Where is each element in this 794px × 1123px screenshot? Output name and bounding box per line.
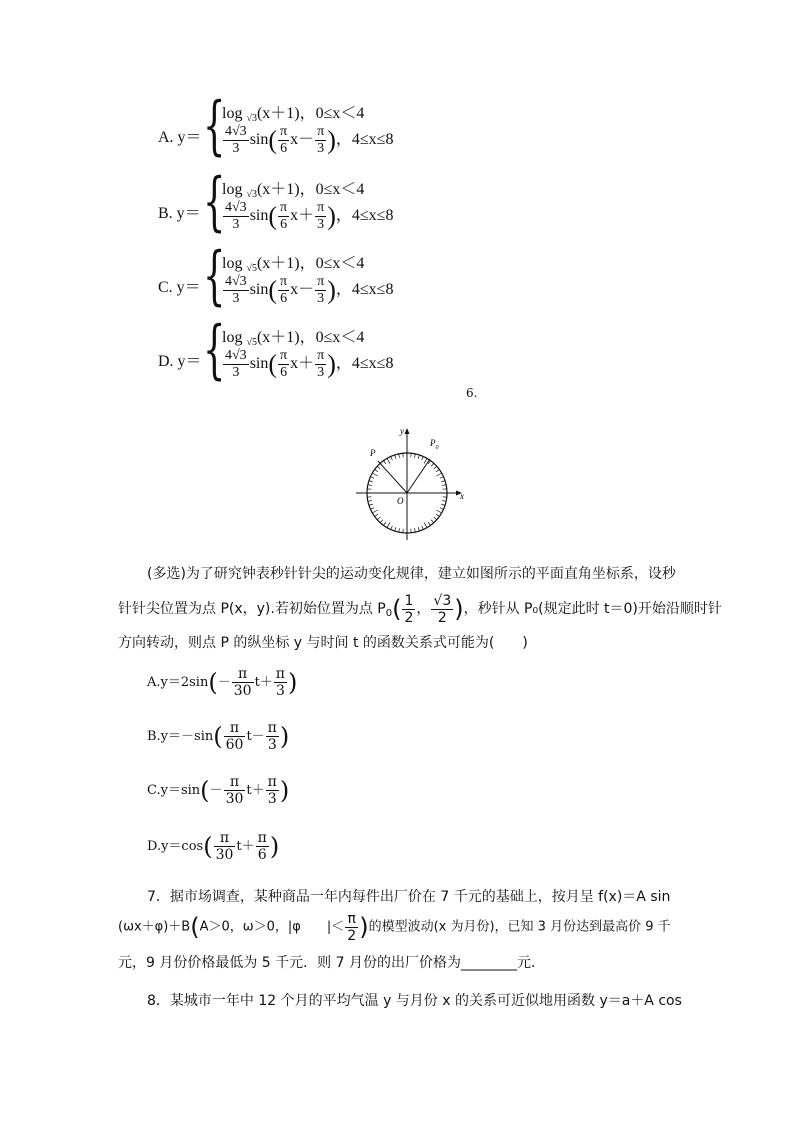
clock-tick xyxy=(414,528,415,532)
clock-tick xyxy=(440,477,444,479)
clock-tick xyxy=(372,473,377,476)
log-piece: log $_{√5}$(x＋1)，0≤x＜4 xyxy=(222,329,365,348)
clock-tick xyxy=(370,477,374,479)
log-piece: log $_{√3}$(x＋1)，0≤x＜4 xyxy=(222,105,365,124)
clock-tick xyxy=(436,510,441,513)
brace-icon: { xyxy=(203,165,226,239)
clock-tick xyxy=(440,508,444,510)
log-piece: log $_{√3}$(x＋1)，0≤x＜4 xyxy=(222,181,365,200)
q8-line1: 8．某城市一年中 12 个月的平均气温 y 与月份 x 的关系可近似地用函数 y＝a＋A cos xyxy=(147,993,682,1009)
label-y: y xyxy=(400,426,404,436)
clock-tick xyxy=(372,510,377,513)
clock-tick xyxy=(369,504,373,505)
q6-option: B.y＝－sin( $\frac{\pi}{60}$ t－ $\frac{\pi}{3}$ ) xyxy=(147,720,290,753)
q6-option: C.y＝sin(－ $\frac{\pi}{30}$ t＋ $\frac{\pi}{3}$ ) xyxy=(147,774,290,807)
clock-tick xyxy=(387,522,390,527)
q7-line1: 7．据市场调查，某种商品一年内每件出厂价在 7 千元的基础上，按月呈 f(x)＝A sin xyxy=(147,889,671,905)
label-p0: $P_0$ xyxy=(430,438,439,451)
clock-tick xyxy=(422,456,424,460)
clock-tick xyxy=(424,522,427,527)
log-piece: log $_{√5}$(x＋1)，0≤x＜4 xyxy=(222,255,365,274)
clock-tick xyxy=(418,455,419,459)
clock-tick xyxy=(391,526,393,530)
q6-line3: 方向转动，则点 P 的纵坐标 y 与时间 t 的函数关系式可能为( ) xyxy=(118,635,528,651)
clock-tick xyxy=(431,520,434,523)
q5-option xyxy=(0,165,794,256)
clock-tick xyxy=(399,528,400,532)
hand-p xyxy=(378,461,407,493)
clock-tick xyxy=(436,473,441,476)
sin-piece: $\frac{4√3}{3}$ sin( $\frac{\pi}{6}$ x－ $\frac{\pi}{3}$ )，4≤x≤8 xyxy=(225,124,394,156)
clock-tick xyxy=(431,463,434,466)
q7-line2: (ωx＋φ)＋B(A＞0，ω＞0，|φ |＜ $\frac{\pi}{2}$ )的模型波动(x 为月份)，已知 3 月份达到最高价 9 千 xyxy=(118,910,671,944)
clock-tick xyxy=(383,522,385,525)
sin-piece: $\frac{4√3}{3}$ sin( $\frac{\pi}{6}$ x＋ $\frac{\pi}{3}$ )，4≤x≤8 xyxy=(225,200,394,232)
clock-tick xyxy=(395,527,396,531)
q5-option xyxy=(0,89,794,180)
clock-tick xyxy=(369,481,373,482)
clock-tick xyxy=(441,504,445,505)
clock-tick xyxy=(424,458,427,463)
sin-piece: $\frac{4√3}{3}$ sin( $\frac{\pi}{6}$ x＋ $\frac{\pi}{3}$ )，4≤x≤8 xyxy=(225,348,394,380)
q6-option: A.y＝2sin(－ $\frac{\pi}{30}$ t＋ $\frac{\pi}{3}$ ) xyxy=(147,666,298,699)
sin-piece: $\frac{4√3}{3}$ sin( $\frac{\pi}{6}$ x－ $\frac{\pi}{3}$ )，4≤x≤8 xyxy=(225,274,394,306)
brace-icon: { xyxy=(203,89,226,163)
option-label: D. y＝ xyxy=(158,353,202,370)
q6-line1: (多选)为了研究钟表秒针针尖的运动变化规律，建立如图所示的平面直角坐标系，设秒 xyxy=(147,566,676,582)
brace-icon: { xyxy=(203,313,226,387)
label-o: O xyxy=(397,496,404,506)
y-axis-arrow-icon xyxy=(405,428,410,434)
q7-line3: 元，9 月份价格最低为 5 千元．则 7 月份的出厂价格为________元． xyxy=(118,955,545,971)
clock-tick xyxy=(395,455,396,459)
clock-tick xyxy=(441,481,445,482)
clock-tick xyxy=(370,508,374,510)
clock-tick xyxy=(380,520,383,523)
q6-option: D.y＝cos( $\frac{\pi}{30}$ t＋ $\frac{\pi}{6}$ ) xyxy=(147,830,280,863)
label-p: P xyxy=(370,448,376,458)
hand-p0 xyxy=(407,459,430,493)
clock-tick xyxy=(377,466,380,469)
question-6-number: 6. xyxy=(466,386,478,400)
clock-figure xyxy=(350,420,475,545)
option-label: C. y＝ xyxy=(158,279,201,296)
clock-tick xyxy=(422,526,424,530)
clock-tick xyxy=(434,517,437,520)
clock-tick xyxy=(418,527,419,531)
clock-tick xyxy=(434,466,437,469)
clock-tick xyxy=(387,458,390,463)
q5-option xyxy=(0,313,794,404)
option-label: B. y＝ xyxy=(158,205,201,222)
label-x: x xyxy=(460,491,464,501)
option-label: A. y＝ xyxy=(158,129,202,146)
brace-icon: { xyxy=(203,239,226,313)
clock-tick xyxy=(428,522,430,525)
q5-option xyxy=(0,239,794,330)
clock-tick xyxy=(377,517,380,520)
clock-tick xyxy=(391,456,393,460)
q6-line2: 针针尖位置为点 P(x，y).若初始位置为点 $P_0$( $\frac{1}{2}$ ， $\frac{√3}{2}$ )，秒针从 P₀(规定此时 t＝0)开始沿顺时针 xyxy=(118,592,722,626)
